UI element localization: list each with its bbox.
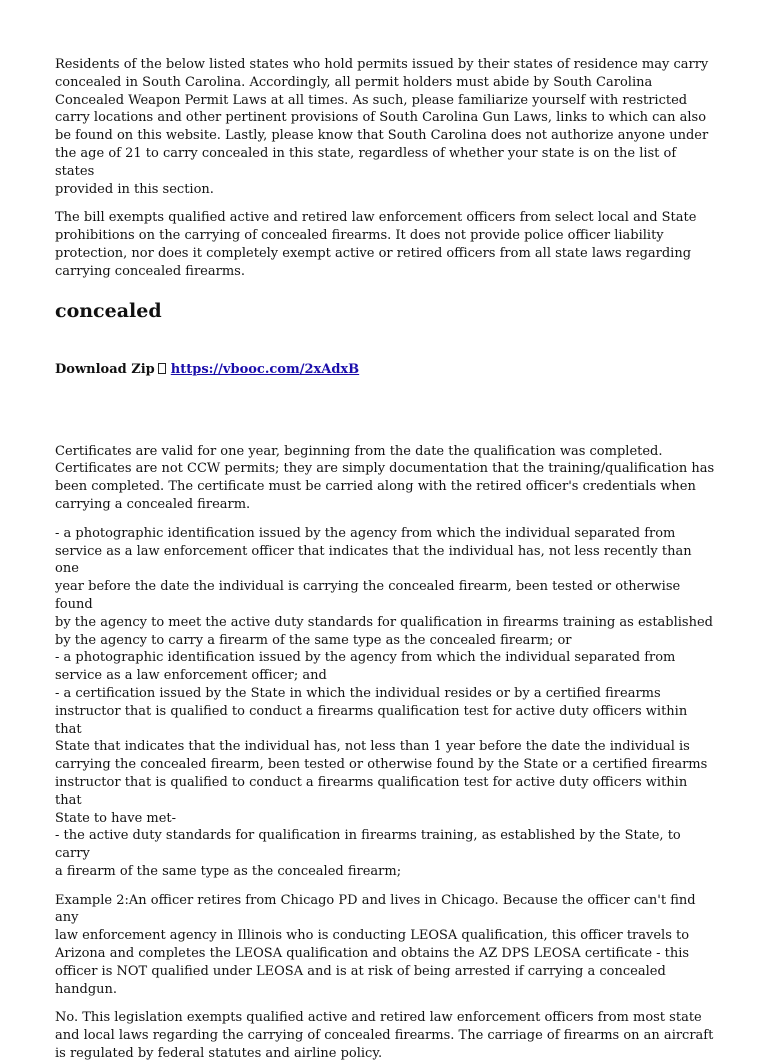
paragraph-requirements: - a photographic identification issued by the agency from which the individual separated from service as a law enforcement officer that indicates that the individual has, not less recently than one year before the date the individual is carrying the concealed firearm, been tested or otherwise found by the agency to meet the active duty standards for qualification in firearms training as established by the agency to carry a firearm of the same type as the concealed firearm; or - a photographic identification issued by the agency from which the individual separated from service as a law enforcement officer; and - a certification issued by the State in which the individual resides or by a certified firearms instructor that is qualified to conduct a firearms qualification test for active duty officers within that State that indicates that the individual has, not less than 1 year before the date the individual is carrying the concealed firearm, been tested or otherwise found by the State or a certified firearms instructor that is qualified to conduct a firearms qualification test for active duty officers within that State to have met- - the active duty standards for qualification in firearms training, as established by the State, to carry a firearm of the same type as the concealed firearm; xyxy=(55,525,713,879)
box-glyph-icon xyxy=(158,363,166,374)
download-label: Download Zip xyxy=(55,361,155,377)
paragraph-bill-exemption: The bill exempts qualified active and retired law enforcement officers from select local and State prohibitions on the carrying of concealed firearms. It does not provide police officer liability protection, nor does it completely exempt active or retired officers from all state laws regarding carrying concealed firearms. xyxy=(55,210,697,279)
download-link[interactable]: https://vbooc.com/2xAdxB xyxy=(170,361,360,377)
document-body xyxy=(55,56,717,1063)
paragraph-example: Example 2:An officer retires from Chicago PD and lives in Chicago. Because the officer can't find any law enforcement agency in Illinois who is conducting LEOSA qualification, this officer travels to Arizona and completes the LEOSA qualification and obtains the AZ DPS LEOSA certificate - this officer is NOT qualified under LEOSA and is at risk of being arrested if carrying a concealed handgun. xyxy=(55,892,696,997)
paragraph-aircraft: No. This legislation exempts qualified active and retired law enforcement officers from most state and local laws regarding the carrying of concealed firearms. The carriage of firearms on an aircraft is regulated by federal statutes and airline policy. xyxy=(55,1010,714,1062)
download-line xyxy=(55,361,717,378)
paragraph-residents: Residents of the below listed states who hold permits issued by their states of residence may carry concealed in South Carolina. Accordingly, all permit holders must abide by South Carolina Concealed Weapon Permit Laws at all times. As such, please familiarize yourself with restricted carry locations and other pertinent provisions of South Carolina Gun Laws, links to which can also be found on this website. Lastly, please know that South Carolina does not authorize anyone under the age of 21 to carry concealed in this state, regardless of whether your state is on the list of states provided in this section. xyxy=(55,57,709,197)
paragraph-certificates: Certificates are valid for one year, beginning from the date the qualification was completed. Certificates are not CCW permits; they are simply documentation that the training/qualification has been completed. The certificate must be carried along with the retired officer's credentials when carrying a concealed firearm. xyxy=(55,443,715,512)
section-heading: concealed xyxy=(55,299,162,322)
